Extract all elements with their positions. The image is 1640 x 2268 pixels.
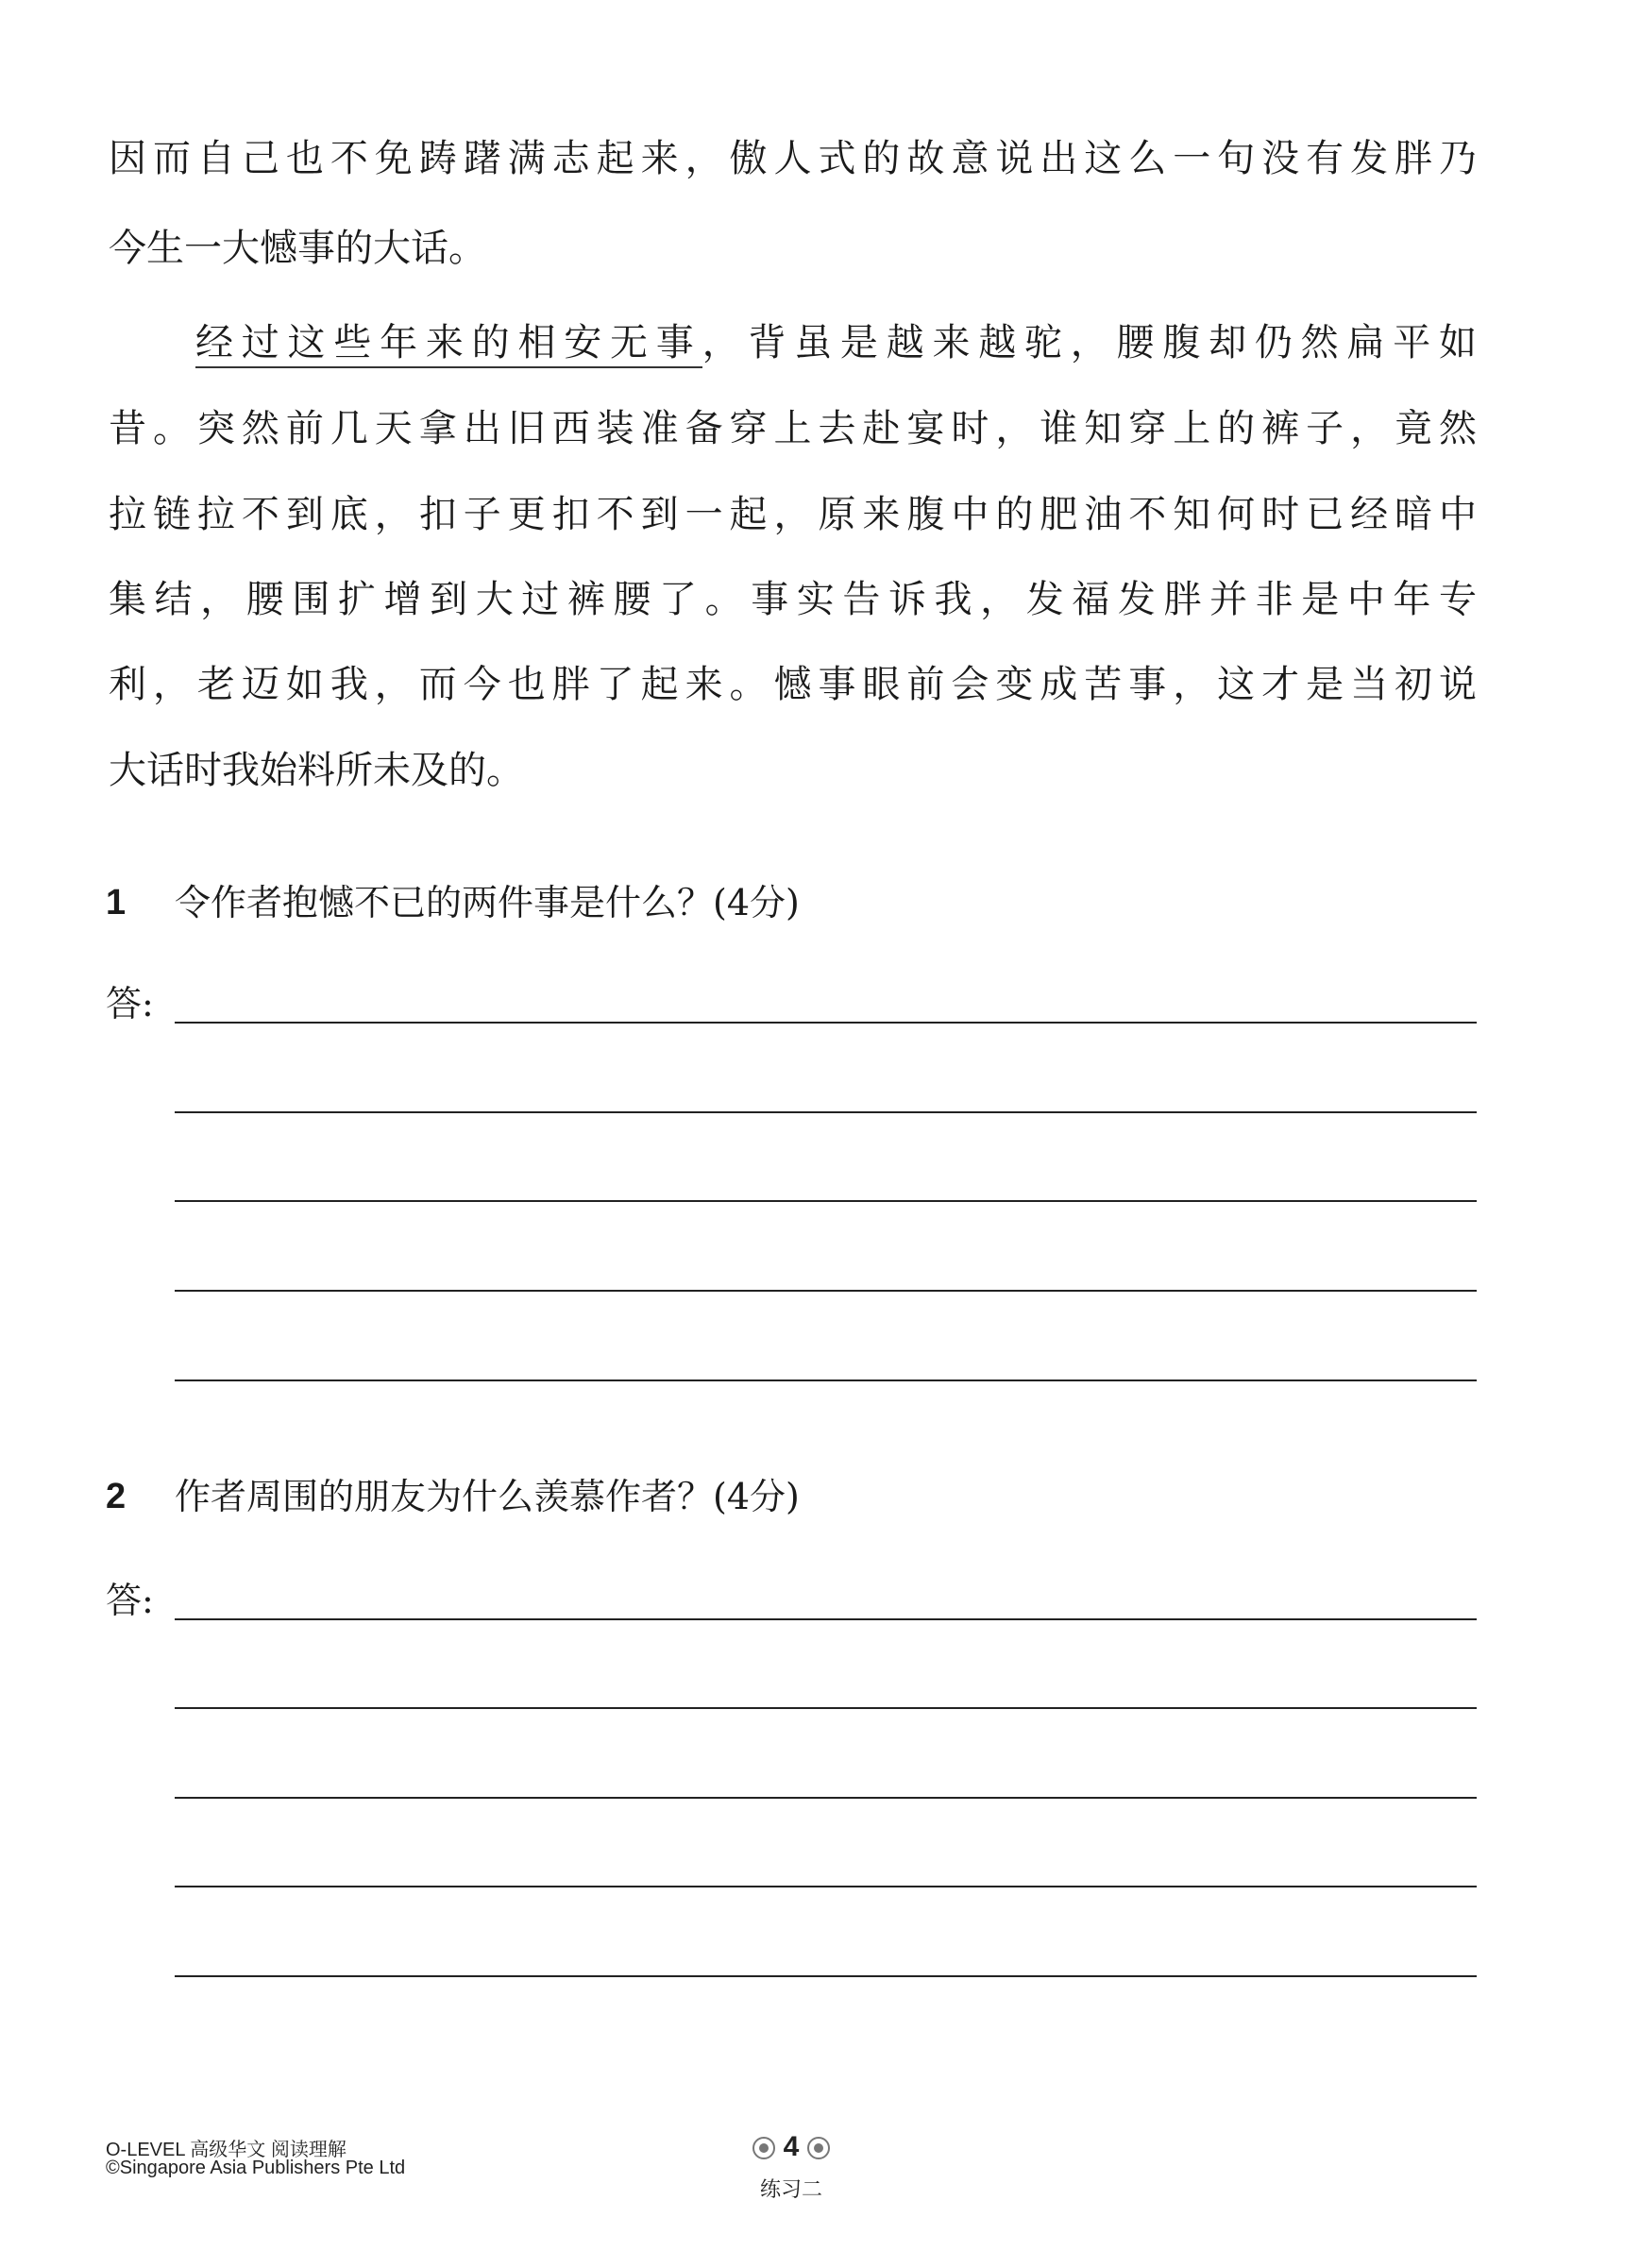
passage-line: 拉链拉不到底，扣子更扣不到一起，原来腹中的肥油不知何时已经暗中 [109,493,1477,536]
question-text: 令作者抱憾不已的两件事是什么？(4分) [175,882,800,923]
passage-line: 集结，腰围扩增到大过裤腰了。事实告诉我，发福发胖并非是中年专 [109,578,1477,621]
underlined-phrase: 经过这些年来的相安无事 [195,321,702,368]
passage-line: 今生一大憾事的大话。 [109,227,486,270]
passage-line [195,316,1477,369]
passage-line-rest: ，背虽是越来越驼，腰腹却仍然扁平如 [702,321,1478,364]
answer-line[interactable] [175,1022,1477,1024]
answer-line[interactable] [175,1379,1477,1381]
answer-line[interactable] [175,1200,1477,1202]
question-text: 作者周围的朋友为什么羡慕作者？(4分) [175,1476,800,1517]
answer-line[interactable] [175,1707,1477,1709]
answer-line[interactable] [175,1886,1477,1887]
bullet-icon [752,2137,775,2159]
page-number-group [744,2131,838,2163]
answer-label: 答: [106,1580,154,1621]
passage-line: 大话时我始料所未及的。 [109,749,524,792]
copyright: ©Singapore Asia Publishers Pte Ltd [106,2158,406,2178]
question-number: 1 [106,883,127,922]
passage-line: 因而自己也不免踌躇满志起来，傲人式的故意说出这么一句没有发胖乃 [109,137,1477,180]
passage-line: 利，老迈如我，而今也胖了起来。憾事眼前会变成苦事，这才是当初说 [109,663,1477,706]
passage-line: 昔。突然前几天拿出旧西装准备穿上去赴宴时，谁知穿上的裤子，竟然 [109,407,1477,450]
answer-line[interactable] [175,1290,1477,1292]
page-number: 4 [783,2131,800,2162]
bullet-icon [807,2137,830,2159]
book-title: O-LEVEL 高级华文 阅读理解 [106,2140,347,2160]
answer-line[interactable] [175,1618,1477,1620]
answer-label: 答: [106,983,154,1024]
section-label: 练习二 [759,2177,822,2201]
answer-line[interactable] [175,1797,1477,1799]
question-number: 2 [106,1477,127,1516]
answer-line[interactable] [175,1975,1477,1977]
answer-line[interactable] [175,1111,1477,1113]
